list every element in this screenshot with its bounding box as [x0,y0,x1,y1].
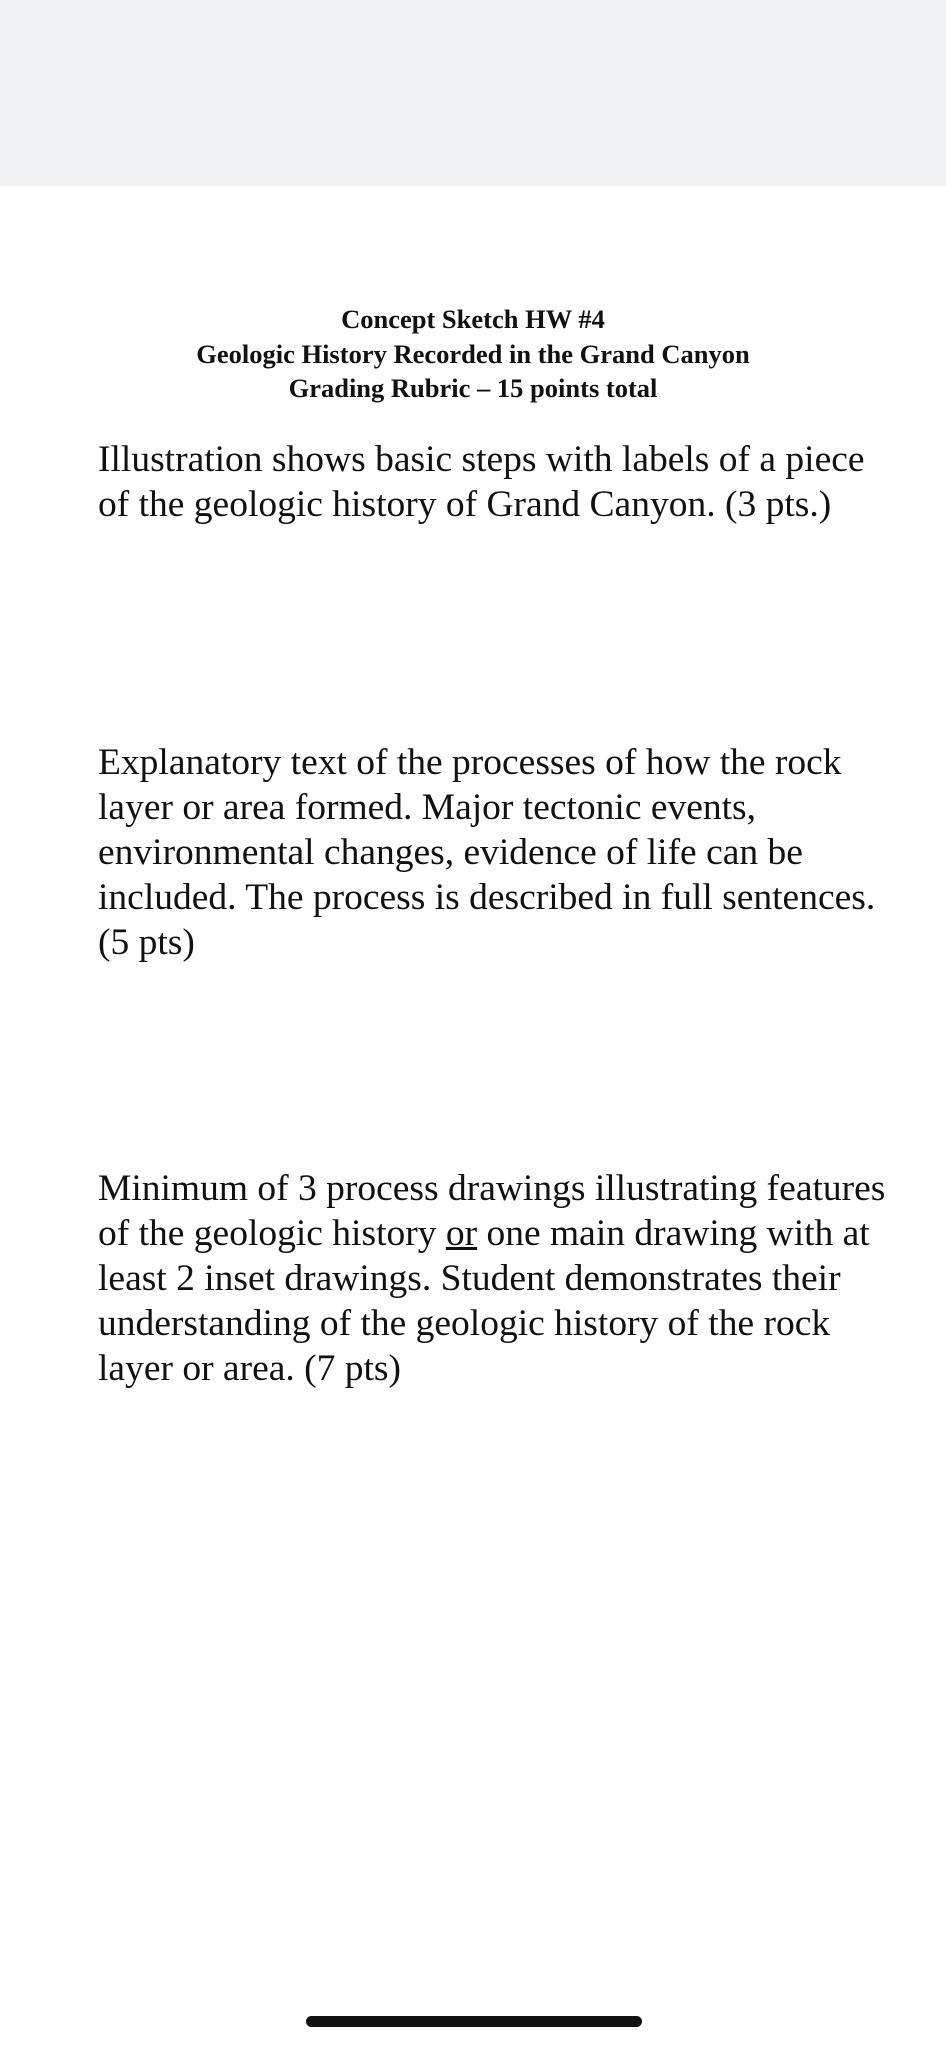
criterion-text-before: Minimum of 3 process drawings illustrating features of the geologic history [98,1168,886,1254]
document-title: Concept Sketch HW #4 [341,304,605,334]
top-status-area [0,0,946,186]
criterion-text: Illustration shows basic steps with labels of a piece of the geologic history of Grand Canyon. (3 pts.) [98,439,865,525]
document-subtitle: Geologic History Recorded in the Grand Canyon [196,338,750,369]
criterion-text-after: one main drawing with at least 2 inset drawings. Student demonstrates their understanding of the geologic history of the rock layer or area. (7 pts) [98,1213,870,1389]
rubric-total: Grading Rubric – 15 points total [288,373,658,403]
criterion-explanatory-text [98,740,898,965]
home-indicator[interactable] [306,2016,642,2027]
criterion-text: Explanatory text of the processes of how the rock layer or area formed. Major tectonic events, environmental changes, evidence of life can be included. The process is described in full sentences. (5 pts) [98,742,876,963]
criterion-illustration [98,437,898,527]
criterion-process-drawings [98,1166,898,1391]
underlined-or: or [445,1213,478,1254]
document-header [0,302,946,406]
